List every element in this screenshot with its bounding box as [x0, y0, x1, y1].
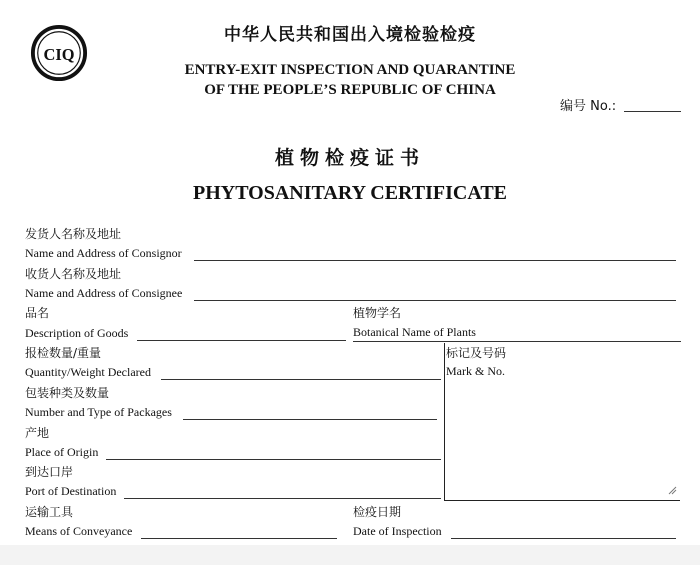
packages-label-en: Number and Type of Packages [25, 405, 172, 419]
inspection-date-field[interactable] [451, 538, 676, 539]
consignor-label-en: Name and Address of Consignor [25, 246, 182, 260]
resize-grip-icon[interactable] [667, 485, 677, 495]
certificate-number-label: 编号 No.: [560, 99, 617, 114]
botanical-field[interactable] [353, 341, 681, 342]
conveyance-label-en: Means of Conveyance [25, 524, 133, 538]
quantity-label-cn: 报检数量/重量 [25, 346, 102, 360]
marks-label-cn: 标记及号码 [446, 346, 507, 360]
marks-textarea[interactable] [444, 343, 680, 501]
consignee-field[interactable] [194, 300, 676, 301]
certificate-title-cn: 植物检疫证书 [274, 147, 425, 169]
inspection-date-label-cn: 检疫日期 [353, 505, 402, 519]
organization-name-en-line2: OF THE PEOPLE’S REPUBLIC OF CHINA [204, 82, 496, 98]
conveyance-label-cn: 运输工具 [25, 505, 74, 519]
origin-label-en: Place of Origin [25, 445, 99, 459]
origin-label-cn: 产地 [25, 426, 50, 440]
consignor-field[interactable] [194, 260, 676, 261]
goods-label-en: Description of Goods [25, 326, 129, 340]
conveyance-field[interactable] [141, 538, 337, 539]
packages-field[interactable] [183, 419, 437, 420]
inspection-date-label-en: Date of Inspection [353, 524, 442, 538]
organization-name-cn: 中华人民共和国出入境检验检疫 [224, 25, 476, 45]
botanical-label-en: Botanical Name of Plants [353, 325, 476, 339]
quantity-label-en: Quantity/Weight Declared [25, 365, 151, 379]
origin-field[interactable] [106, 459, 441, 460]
certificate-number-field[interactable] [624, 111, 681, 112]
goods-label-cn: 品名 [25, 306, 50, 320]
certificate-title-en: PHYTOSANITARY CERTIFICATE [192, 182, 507, 204]
goods-field[interactable] [137, 340, 346, 341]
logo-text: CIQ [43, 44, 75, 64]
botanical-label-cn: 植物学名 [353, 306, 402, 320]
consignee-label-en: Name and Address of Consignee [25, 286, 183, 300]
consignor-label-cn: 发货人名称及地址 [25, 227, 122, 241]
destination-label-cn: 到达口岸 [25, 465, 74, 479]
page-bottom-edge [0, 545, 700, 565]
quantity-field[interactable] [161, 379, 441, 380]
destination-field[interactable] [124, 498, 441, 499]
packages-label-cn: 包装种类及数量 [25, 386, 110, 400]
consignee-label-cn: 收货人名称及地址 [25, 267, 122, 281]
destination-label-en: Port of Destination [25, 484, 117, 498]
marks-label-en: Mark & No. [446, 364, 505, 378]
organization-name-en-line1: ENTRY-EXIT INSPECTION AND QUARANTINE [184, 62, 516, 78]
